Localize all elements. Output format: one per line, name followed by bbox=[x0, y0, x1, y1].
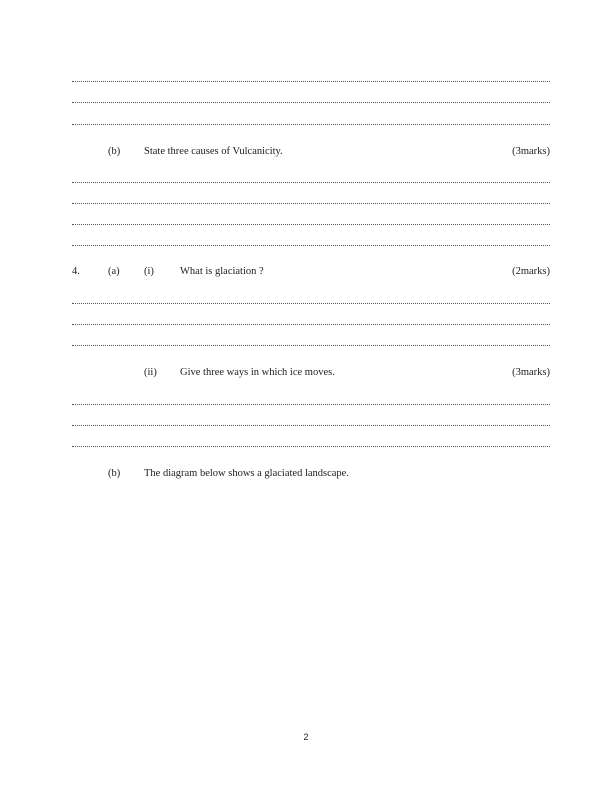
answer-line bbox=[72, 102, 550, 103]
page-number: 2 bbox=[303, 732, 309, 742]
question-number: 4. bbox=[72, 266, 80, 277]
answer-line bbox=[72, 81, 550, 82]
question-part-label: (b) bbox=[108, 146, 121, 157]
answer-line bbox=[72, 345, 550, 346]
question-part-label: (b) bbox=[108, 468, 121, 479]
answer-line bbox=[72, 425, 550, 426]
marks-label: (3marks) bbox=[512, 367, 550, 378]
answer-line bbox=[72, 182, 550, 183]
answer-line bbox=[72, 446, 550, 447]
marks-label: (3marks) bbox=[512, 146, 550, 157]
answer-line bbox=[72, 245, 550, 246]
answer-line bbox=[72, 324, 550, 325]
question-text: The diagram below shows a glaciated landscape. bbox=[144, 468, 349, 479]
answer-line bbox=[72, 124, 550, 125]
question-text: Give three ways in which ice moves. bbox=[180, 367, 335, 378]
question-part-label: (a) bbox=[108, 266, 120, 277]
subquestion-label: (i) bbox=[144, 266, 154, 277]
question-text: State three causes of Vulcanicity. bbox=[144, 146, 283, 157]
answer-line bbox=[72, 224, 550, 225]
question-text: What is glaciation ? bbox=[180, 266, 264, 277]
subquestion-label: (ii) bbox=[144, 367, 157, 378]
answer-line bbox=[72, 404, 550, 405]
answer-line bbox=[72, 303, 550, 304]
marks-label: (2marks) bbox=[512, 266, 550, 277]
answer-line bbox=[72, 203, 550, 204]
